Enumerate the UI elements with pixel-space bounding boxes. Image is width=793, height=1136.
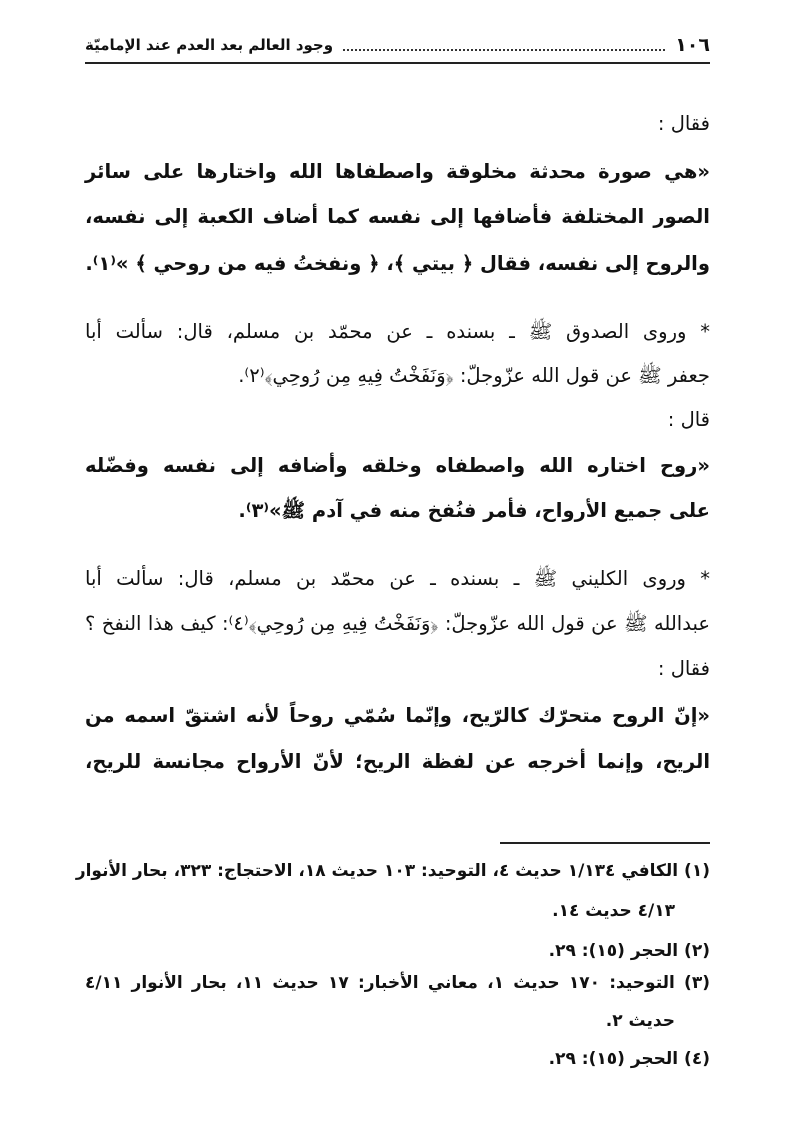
header-dot-leader — [343, 48, 665, 51]
footnote-separator — [500, 842, 710, 844]
body-line: عبدالله ﷺ عن قول الله عزّوجلّ: ﴿وَنَفَخْتُ فِيهِ مِن رُوحِي﴾⁽٤⁾: كيف هذا النفخ ؟ — [85, 612, 710, 635]
body-line: «هي صورة محدثة مخلوقة واصطفاها الله واختارها على سائر — [85, 160, 710, 183]
body-line: والروح إلى نفسه، فقال ﴿ بيتي ﴾، ﴿ ونفختُ فيه من روحي ﴾ »⁽١⁾. — [85, 252, 710, 275]
footnote-line: (٣) التوحيد: ١٧٠ حديث ١، معاني الأخبار: ١٧ حديث ١١، بحار الأنوار ٤/١١ — [85, 973, 710, 993]
running-header — [85, 30, 710, 60]
body-line: فقال : — [657, 112, 710, 135]
footnote-line: ٤/١٣ حديث ١٤. — [552, 901, 675, 921]
running-title: وجود العالم بعد العدم عند الإماميّة — [85, 36, 334, 54]
header-rule — [85, 62, 710, 64]
body-line: قال : — [667, 408, 710, 431]
body-line: * وروى الكليني ﷺ ـ بسنده ـ عن محمّد بن مسلم، قال: سألت أبا — [85, 567, 710, 590]
body-line: «روح اختاره الله واصطفاه وخلقه وأضافه إلى نفسه وفضّله — [85, 454, 710, 477]
body-line: الريح، وإنما أخرجه عن لفظة الريح؛ لأنّ الأرواح مجانسة للريح، — [85, 750, 710, 773]
body-line: جعفر ﷺ عن قول الله عزّوجلّ: ﴿وَنَفَخْتُ فِيهِ مِن رُوحِي﴾⁽٢⁾. — [238, 364, 710, 387]
page-number: ١٠٦ — [675, 34, 710, 56]
body-line: فقال : — [657, 657, 710, 680]
footnote-line: (٢) الحجر (١٥): ٢٩. — [548, 941, 710, 961]
footnote-line: (١) الكافي ١/١٣٤ حديث ٤، التوحيد: ١٠٣ حديث ١٨، الاحتجاج: ٣٢٣، بحار الأنوار — [75, 861, 710, 881]
footnote-line: حديث ٢. — [605, 1011, 675, 1031]
body-line: «إنّ الروح متحرّك كالرّيح، وإنّما سُمّي روحاً لأنه اشتقّ اسمه من — [85, 704, 710, 727]
footnote-line: (٤) الحجر (١٥): ٢٩. — [548, 1049, 710, 1069]
body-line: * وروى الصدوق ﷺ ـ بسنده ـ عن محمّد بن مسلم، قال: سألت أبا — [85, 320, 710, 343]
body-line: على جميع الأرواح، فأمر فنُفخ منه في آدم ﷺ»⁽٣⁾. — [238, 499, 710, 522]
body-line: الصور المختلفة فأضافها إلى نفسه كما أضاف الكعبة إلى نفسه، — [85, 205, 710, 228]
